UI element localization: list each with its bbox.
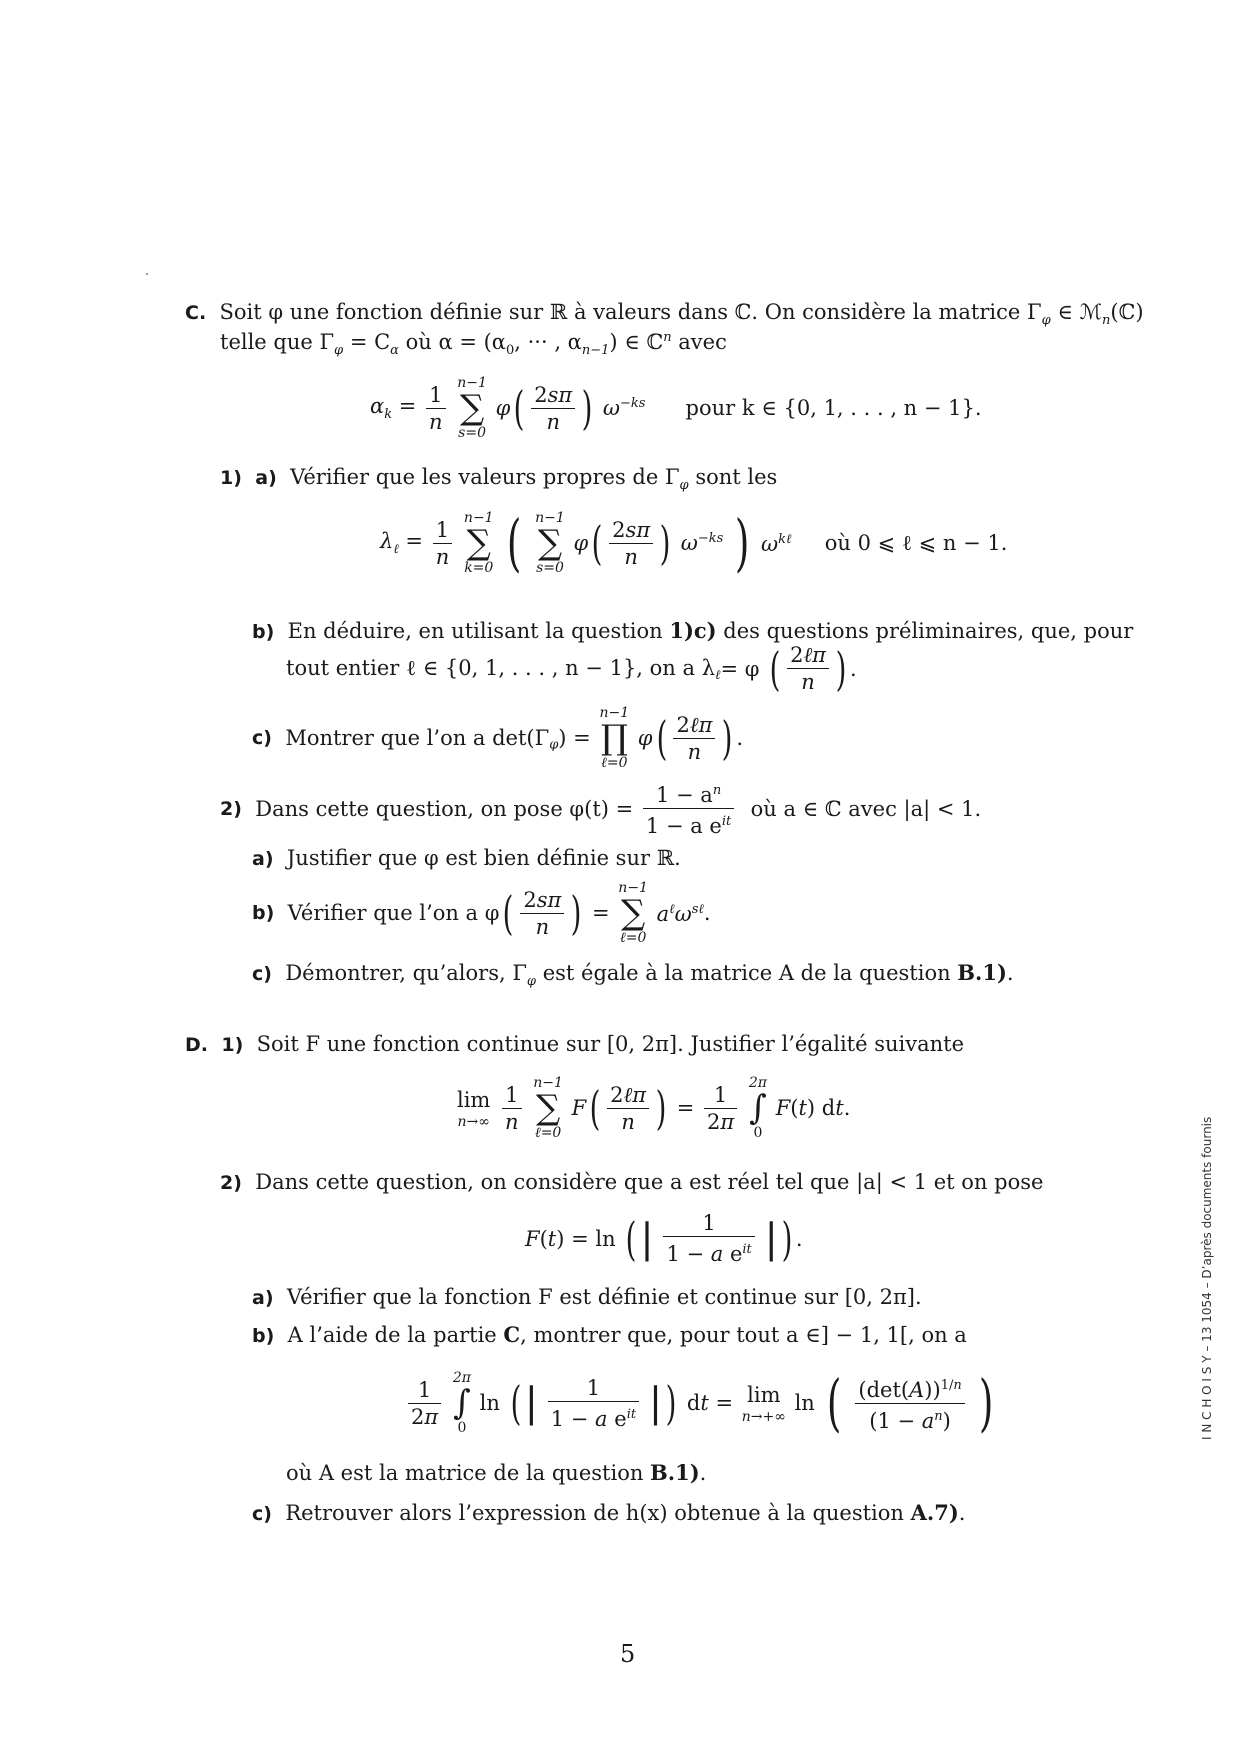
question-c1c: c) Montrer que l’on a $\det(\Gamma_\varphi)$ = n−1 ∏ ℓ=0 φ( $\frac{\text{2ℓπ}}{n}$ ) . — [252, 705, 744, 771]
question-c1b: b) En déduire, en utilisant la question 1)c) des questions préliminaires, que, pour — [252, 618, 1134, 643]
scan-speck — [146, 273, 148, 275]
question-d2b-after: où A est la matrice de la question B.1). — [286, 1460, 707, 1485]
log-determinant-formula: $\frac{1}{2\pi}$ 2π ∫ 0 ln (| $\frac{1}{1 - a e^{it}}$ |) dt = lim n→+∞ ln ( $\frac{(\det(A))^{1/n}}{(1 - a^n)}$ ) — [405, 1370, 999, 1436]
question-d2a: a) Vérifier que la fonction F est définie et continue sur [0, 2π]. — [252, 1285, 922, 1309]
question-c1b-line2: tout entier ℓ ∈ {0, 1, . . . , n − 1}, on a $\lambda_\ell= \varphi$ ( $\frac{\text{2ℓπ}}{n}$ ) . — [286, 641, 857, 696]
section-d-label: D. — [185, 1034, 208, 1056]
limit-riemann-formula: lim n→∞ $\frac{1}{n}$ n−1 ∑ ℓ=0 F( $\frac{\text{2ℓπ}}{n}$ ) = $\frac{1}{2\pi}$ 2π ∫ 0 F(t) dt. — [457, 1075, 851, 1141]
lambda-formula: $\lambda_\ell$ = $\frac{1}{n}$ n−1 ∑ k=0 ( n−1 ∑ s=0 φ( $\frac{2s\pi}{n}$ ) $\omega^{-ks}$ ) $\omega^{k\ell}$ où 0 ⩽ ℓ ⩽ n − 1. — [380, 506, 1008, 579]
question-c2b: b) Vérifier que l’on a φ( $\frac{2s\pi}{n}$ ) = n−1 ∑ ℓ=0 $a^\ell\omega^{s\ell}$. — [252, 880, 711, 946]
page-number: 5 — [620, 1640, 636, 1668]
question-c1a: 1) a) Vérifier que les valeurs propres de $\Gamma_\varphi$ sont les — [220, 465, 778, 494]
question-d2b: b) A l’aide de la partie C, montrer que, pour tout a ∈] − 1, 1[, on a — [252, 1322, 967, 1347]
alpha-k-formula: $\alpha_k$ = $\frac{1}{n}$ n−1 ∑ s=0 φ( $\frac{2s\pi}{n}$ ) $\omega^{-ks}$ pour k ∈ {0, 1, . . . , n − 1}. — [370, 375, 982, 441]
question-c2a: a) Justifier que φ est bien définie sur ℝ. — [252, 846, 681, 870]
section-c-intro-line2: telle que $\Gamma_\varphi = C_\alpha$ où $\alpha = (\alpha_0$, ··· , $\alpha_{n-1}$) ∈ ℂ$^n$ avec — [220, 330, 727, 359]
question-c2c: c) Démontrer, qu’alors, $\Gamma_\varphi$ est égale à la matrice A de la question B.1). — [252, 960, 1014, 990]
sidebar-imprint: I N C H O I S Y – 13 1054 – D’après documents fournis — [1200, 1116, 1214, 1440]
section-c-intro-line1: C. Soit φ une fonction définie sur ℝ à valeurs dans ℂ. On considère la matrice $\Gamma_\varphi$ ∈ ℳ$_n$(ℂ) — [185, 300, 1144, 329]
question-d1: D. 1) Soit F une fonction continue sur [0, 2π]. Justifier l’égalité suivante — [185, 1032, 965, 1056]
F-definition-formula: F(t) = ln (| $\frac{1}{1 - a e^{it}}$ |) . — [525, 1211, 803, 1266]
question-c2: 2) Dans cette question, on pose φ(t) = $\frac{1 - a^n}{1 - a e^{it}}$ où a ∈ ℂ avec |a| < 1. — [220, 778, 981, 839]
section-c-label: C. — [185, 302, 207, 324]
question-d2: 2) Dans cette question, on considère que a est réel tel que |a| < 1 et on pose — [220, 1170, 1044, 1194]
question-d2c: c) Retrouver alors l’expression de h(x) obtenue à la question A.7). — [252, 1500, 966, 1525]
